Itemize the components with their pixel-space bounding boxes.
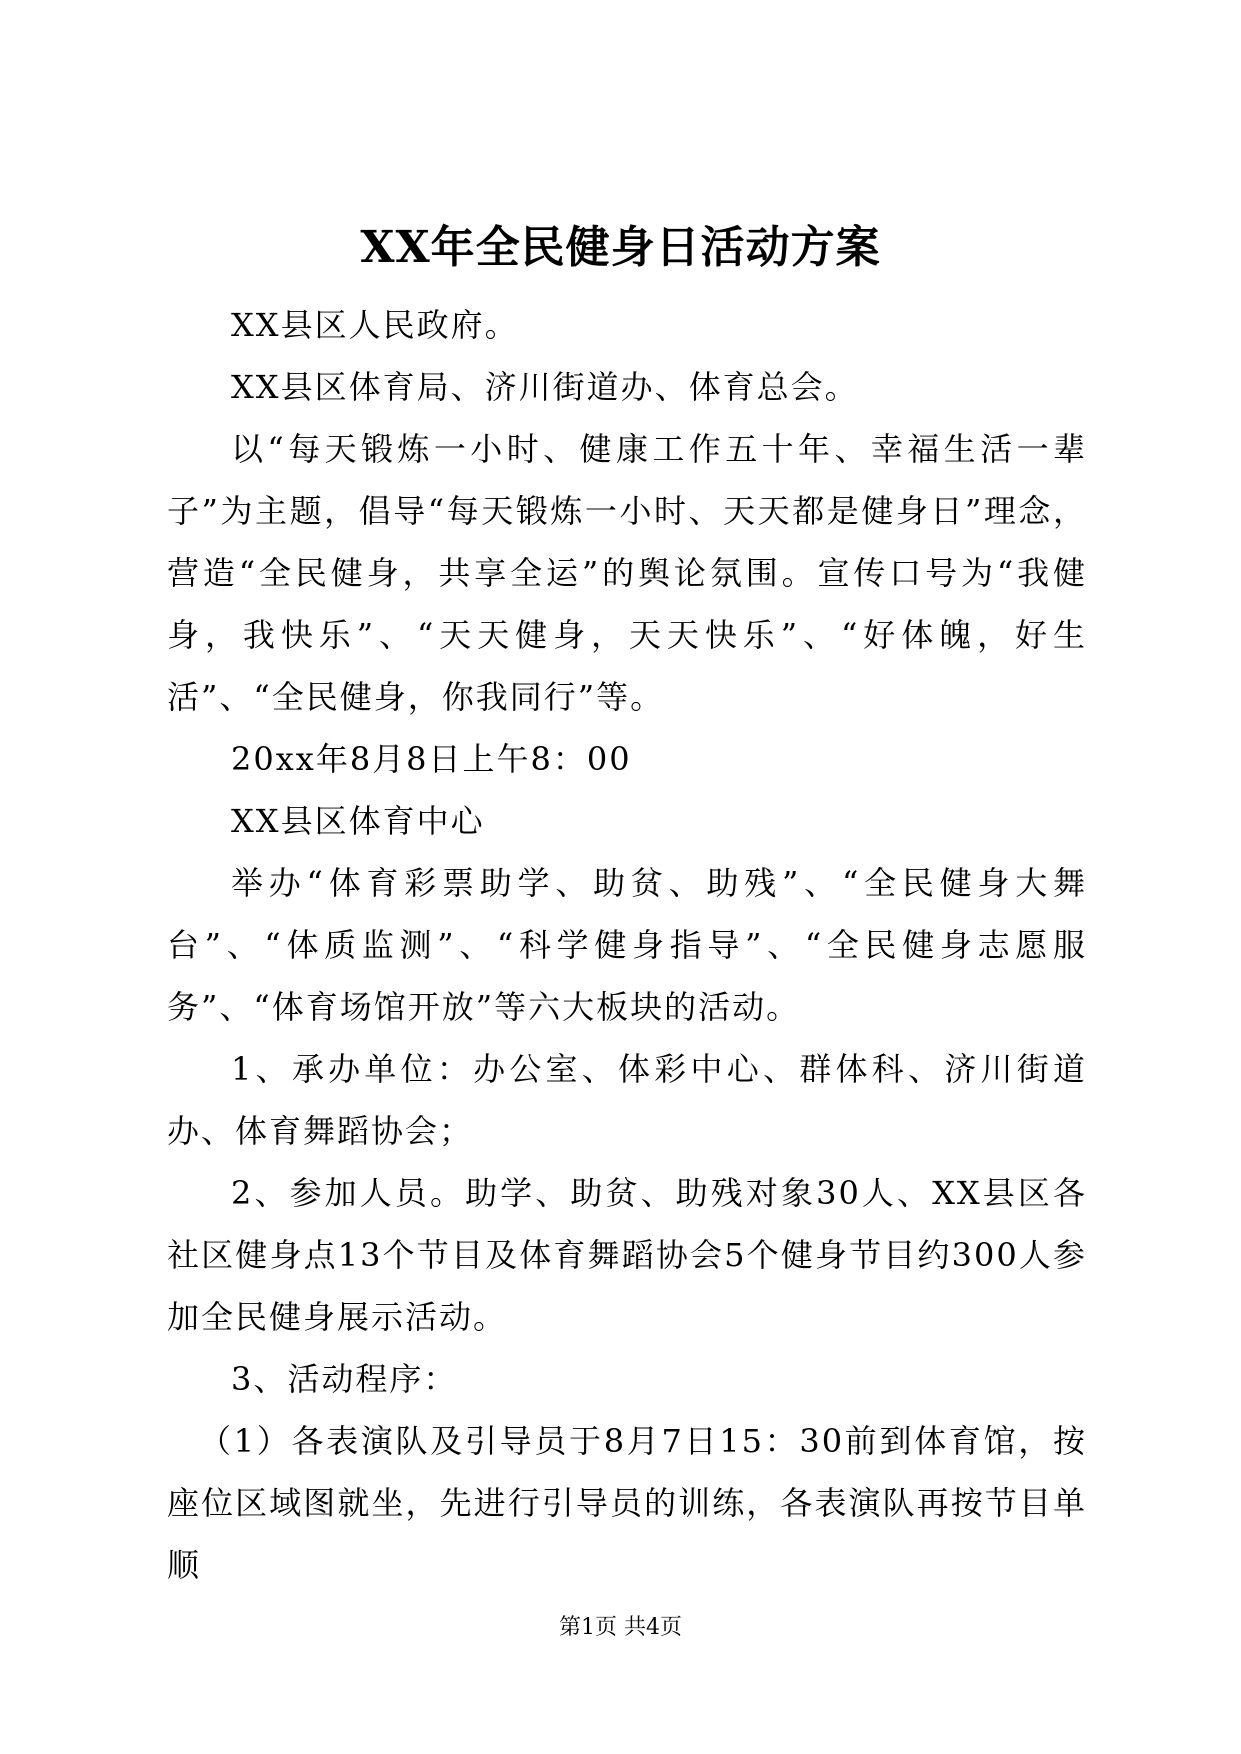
paragraph-step-1: （1）各表演队及引导员于8月7日15：30前到体育馆，按座位区域图就坐，先进行引导员的训练，各表演队再按节目单顺 xyxy=(167,1422,1087,1584)
paragraph-undertaker: XX县区体育局、济川街道办、体育总会。 xyxy=(231,368,859,406)
paragraph-activities: 举办“体育彩票助学、助贫、助残”、“全民健身大舞台”、“体质监测”、“科学健身指导”、“全民健身志愿服务”、“体育场馆开放”等六大板块的活动。 xyxy=(167,864,1087,1026)
paragraph-item-3: 3、活动程序： xyxy=(231,1360,458,1398)
page-footer: 第1页 共4页 xyxy=(559,1615,682,1640)
paragraph-item-1: 1、承办单位：办公室、体彩中心、群体科、济川街道办、体育舞蹈协会； xyxy=(167,1050,1087,1150)
paragraph-theme: 以“每天锻炼一小时、健康工作五十年、幸福生活一辈子”为主题，倡导“每天锻炼一小时、天天都是健身日”理念，营造“全民健身，共享全运”的舆论氛围。宣传口号为“我健身，我快乐”、“天天健身，天天快乐”、“好体魄，好生活”、“全民健身，你我同行”等。 xyxy=(167,430,1087,716)
document-body xyxy=(167,294,1087,1596)
document-title: XX年全民健身日活动方案 xyxy=(360,222,881,273)
paragraph-item-2: 2、参加人员。助学、助贫、助残对象30人、XX县区各社区健身点13个节目及体育舞蹈协会5个健身节目约300人参加全民健身展示活动。 xyxy=(167,1174,1087,1336)
paragraph-organizer: XX县区人民政府。 xyxy=(231,306,519,344)
paragraph-location: XX县区体育中心 xyxy=(231,802,485,840)
paragraph-time: 20xx年8月8日上午8：00 xyxy=(231,740,632,778)
